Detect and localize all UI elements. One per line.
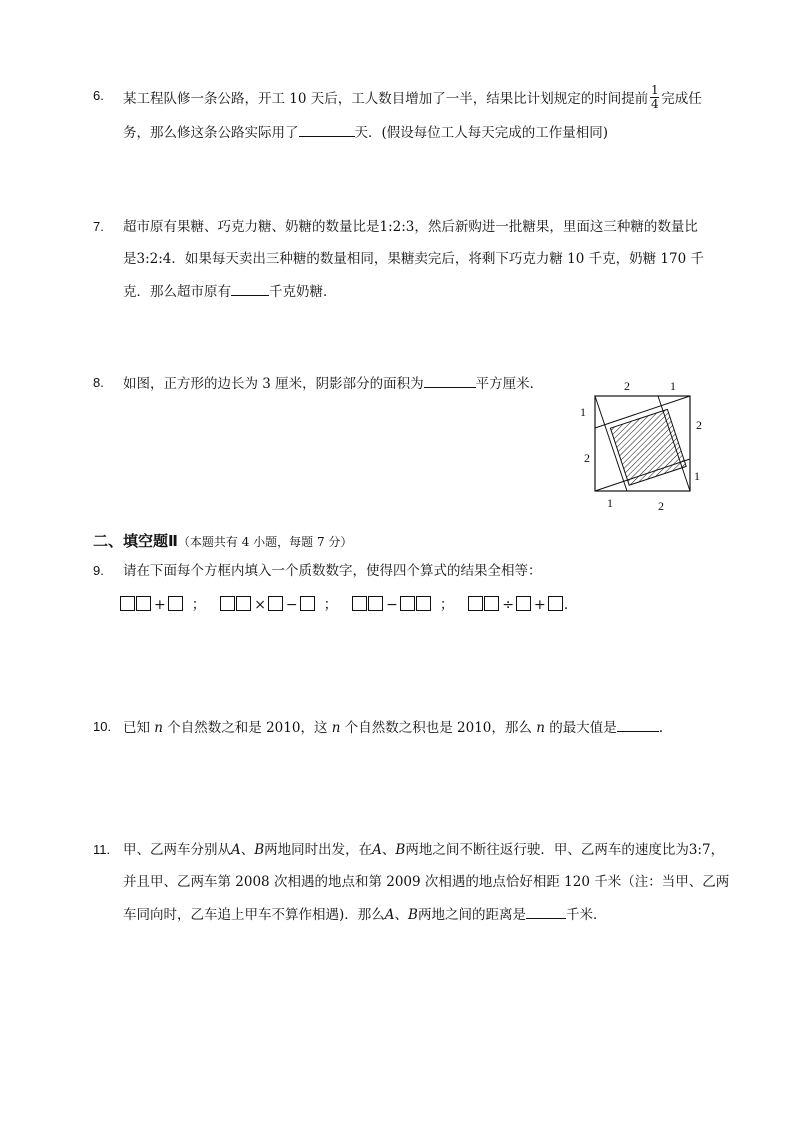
question-number: 8. — [93, 375, 104, 390]
question-text: 个自然数之和是 2010，这 — [167, 720, 328, 736]
question-text: 的最大值是 — [549, 720, 617, 736]
digit-box[interactable] — [484, 596, 499, 611]
separator: ； — [191, 597, 206, 613]
label-bottom-right: 2 — [658, 499, 664, 513]
question-text: 已知 — [123, 720, 150, 736]
digit-box[interactable] — [416, 596, 431, 611]
point-a: A — [372, 842, 382, 858]
period: . — [658, 720, 663, 736]
point-b: B — [408, 907, 418, 923]
question-text: 两地同时出发，在 — [264, 842, 373, 858]
question-text: 甲、乙两车分别从 — [123, 842, 231, 858]
answer-blank[interactable] — [231, 281, 269, 296]
digit-box[interactable] — [136, 596, 151, 611]
digit-box[interactable] — [516, 596, 531, 611]
question-text: 是3:2:4．如果每天卖出三种糖的数量相同，果糖卖完后，将剩下巧克力糖 10 千克，奶糖 170 千 — [123, 251, 704, 267]
divide-sign: ÷ — [502, 597, 515, 613]
punct: 、 — [240, 842, 255, 858]
variable-n: n — [154, 720, 163, 736]
question-number: 9. — [93, 563, 104, 578]
label-left-bottom: 2 — [584, 451, 590, 465]
punct: 、 — [394, 907, 409, 923]
question-text: 车同向时，乙车追上甲车不算作相遇)．那么 — [123, 907, 385, 923]
digit-box[interactable] — [236, 596, 251, 611]
period: . — [563, 597, 569, 613]
question-text: 两地之间不断往返行驶．甲、乙两车的速度比为3:7， — [405, 842, 725, 858]
answer-blank[interactable] — [299, 122, 355, 137]
question-text: 超市原有果糖、巧克力糖、奶糖的数量比是1:2:3，然后新购进一批糖果，里面这三种糖的数量比 — [123, 219, 698, 235]
square-figure — [573, 372, 713, 517]
question-number: 11. — [93, 842, 111, 857]
fraction — [650, 84, 659, 111]
point-b: B — [254, 842, 265, 858]
punct: 、 — [381, 842, 396, 858]
question-text: 完成任 — [661, 91, 702, 107]
digit-box[interactable] — [300, 596, 315, 611]
question-text: 千米． — [565, 907, 607, 923]
question-text: 千克奶糖． — [269, 284, 337, 300]
point-b: B — [395, 842, 406, 858]
question-text: 天．(假设每位工人每天完成的工作量相同) — [354, 125, 609, 141]
minus-sign: − — [386, 597, 398, 613]
digit-box[interactable] — [368, 596, 383, 611]
digit-box[interactable] — [468, 596, 483, 611]
question-number: 7. — [93, 219, 104, 234]
question-text: 请在下面每个方框内填入一个质数数字，使得四个算式的结果全相等： — [123, 563, 542, 579]
fraction-denominator: 4 — [650, 97, 659, 111]
section-title: 二、填空题Ⅱ — [93, 532, 178, 550]
question-text: 如图，正方形的边长为 3 厘米，阴影部分的面积为 — [123, 376, 424, 392]
separator: ； — [323, 597, 338, 613]
question-text: 平方厘米． — [475, 376, 544, 392]
digit-box[interactable] — [120, 596, 135, 611]
variable-n: n — [536, 720, 545, 736]
answer-blank[interactable] — [526, 904, 566, 919]
digit-box[interactable] — [548, 596, 563, 611]
label-right-bottom: 1 — [694, 469, 700, 483]
question-text: 两地之间的距离是 — [417, 907, 526, 923]
label-top-right: 1 — [670, 379, 676, 393]
label-top-left: 2 — [624, 379, 630, 393]
question-text: 务，那么修这条公路实际用了 — [123, 125, 299, 141]
question-text: 并且甲、乙两车第 2008 次相遇的地点和第 2009 次相遇的地点恰好相距 120 千米（注：当甲、乙两 — [123, 874, 730, 890]
label-left-top: 1 — [580, 405, 586, 419]
prime-formulas — [120, 594, 568, 614]
digit-box[interactable] — [268, 596, 283, 611]
separator: ； — [439, 597, 454, 613]
plus-sign: + — [154, 597, 166, 613]
question-number: 6. — [93, 88, 104, 103]
section-heading — [93, 530, 352, 551]
digit-box[interactable] — [352, 596, 367, 611]
plus-sign: + — [534, 597, 546, 613]
digit-box[interactable] — [220, 596, 235, 611]
point-a: A — [384, 907, 395, 923]
fraction-numerator: 1 — [650, 83, 659, 97]
question-text: 克．那么超市原有 — [123, 284, 231, 300]
point-a: A — [231, 842, 241, 858]
answer-blank[interactable] — [617, 717, 659, 732]
variable-n: n — [331, 720, 341, 736]
digit-box[interactable] — [168, 596, 183, 611]
answer-blank[interactable] — [424, 373, 476, 388]
label-bottom-left: 1 — [607, 496, 613, 510]
question-text: 某工程队修一条公路，开工 10 天后，工人数目增加了一半，结果比计划规定的时间提前 — [123, 91, 649, 107]
digit-box[interactable] — [400, 596, 415, 611]
question-text: 个自然数之积也是 2010，那么 — [344, 720, 532, 736]
label-right-top: 2 — [696, 418, 702, 432]
section-note: （本题共有 4 小题，每题 7 分） — [177, 535, 353, 549]
question-number: 10. — [93, 719, 112, 734]
times-sign: × — [254, 597, 266, 613]
minus-sign: − — [285, 597, 298, 613]
